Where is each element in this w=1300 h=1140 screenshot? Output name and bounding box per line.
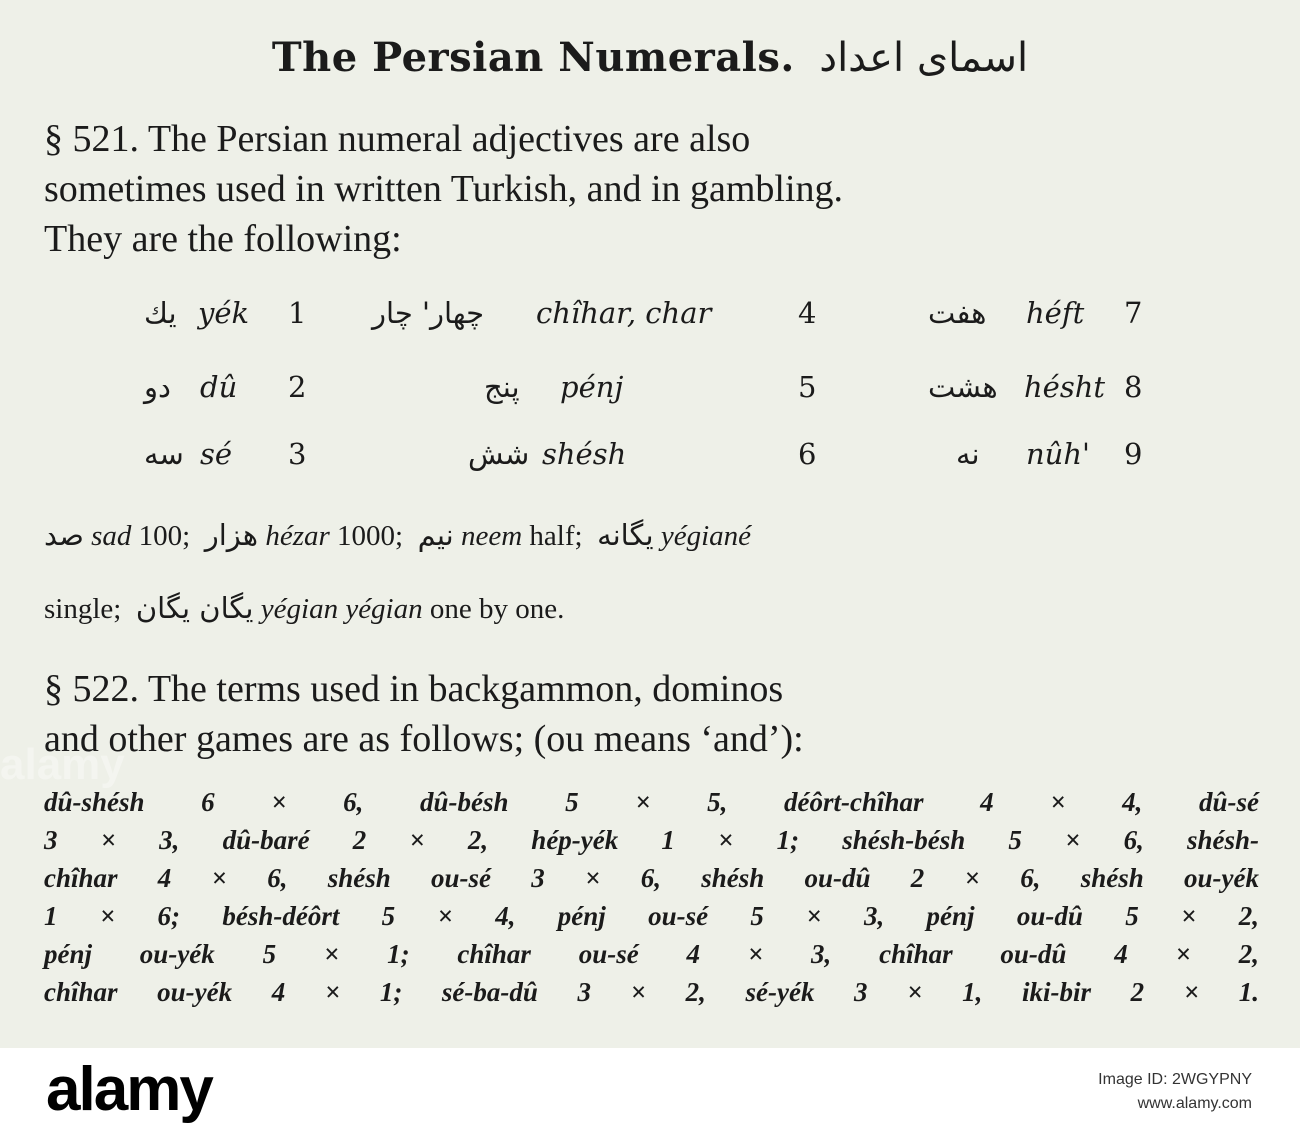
numeral-value: 8 — [1124, 370, 1143, 404]
yegiane-translit: yégiané — [660, 520, 752, 552]
neem-meaning: half; — [529, 520, 583, 552]
numeral-translit: hésht — [1024, 370, 1106, 404]
yegian-persian: یگان یگان — [135, 591, 254, 625]
section-522-line: and other games are as follows; (ou means ‘and’): — [44, 718, 804, 760]
section-521-line: § 521. The Persian numeral adjectives are also — [44, 118, 751, 160]
numeral-persian: دو — [144, 370, 171, 404]
games-line: 3 × 3, dû-baré 2 × 2, hép-yék 1 × 1; shésh-bésh 5 × 6, shésh- — [44, 825, 1259, 855]
numeral-persian: پنج — [484, 370, 520, 404]
brand-logo: alamy — [46, 1055, 212, 1124]
section-522-line: § 522. The terms used in backgammon, dominos — [44, 668, 784, 710]
title-persian: اسمای اعداد — [819, 35, 1029, 81]
numeral-value: 5 — [798, 370, 817, 404]
numeral-persian: چهار' چار — [372, 296, 485, 330]
numeral-persian: هفت — [928, 296, 987, 330]
games-terms — [44, 783, 1259, 1011]
yegian-translit: yégian yégian — [260, 593, 423, 625]
hezar-translit: hézar — [265, 520, 330, 552]
image-info — [1098, 1068, 1252, 1116]
numeral-value: 1 — [288, 296, 307, 330]
games-line: dû-shésh 6 × 6, dû-bésh 5 × 5, déôrt-chîhar 4 × 4, dû-sé — [44, 787, 1259, 817]
numeral-persian: یك — [144, 296, 177, 330]
sad-value: 100; — [138, 520, 191, 552]
single-meaning: single; — [44, 593, 122, 625]
numeral-persian: سه — [144, 437, 184, 471]
numeral-translit: yék — [198, 296, 250, 330]
section-522 — [44, 664, 1259, 764]
extra-line — [44, 512, 1259, 559]
hezar-value: 1000; — [337, 520, 404, 552]
numerals-row — [0, 296, 1300, 346]
numeral-translit: chîhar, char — [536, 296, 712, 330]
neem-translit: neem — [460, 520, 523, 552]
numeral-persian: شش — [468, 437, 530, 471]
watermark-text: alamy — [0, 740, 125, 789]
stock-footer — [0, 1048, 1300, 1140]
numeral-translit: pénj — [560, 370, 624, 404]
section-521-line: sometimes used in written Turkish, and in gambling. — [44, 168, 844, 210]
numeral-translit: shésh — [542, 437, 627, 471]
games-line: chîhar 4 × 6, shésh ou-sé 3 × 6, shésh ou-dû 2 × 6, shésh ou-yék — [44, 863, 1259, 893]
extra-numerals — [44, 512, 1259, 632]
numeral-translit: dû — [200, 370, 238, 404]
hezar-persian: هزار — [204, 518, 259, 552]
numeral-value: 9 — [1124, 437, 1143, 471]
yegiane-persian: یگانه — [597, 518, 654, 552]
sad-persian: صد — [44, 518, 84, 552]
numeral-value: 7 — [1124, 296, 1143, 330]
numerals-row — [0, 437, 1300, 487]
sad-translit: sad — [91, 520, 132, 552]
section-521 — [44, 114, 1259, 264]
numeral-value: 2 — [288, 370, 307, 404]
numeral-translit: héft — [1026, 296, 1085, 330]
neem-persian: نیم — [417, 518, 454, 552]
extra-line — [44, 585, 1259, 632]
games-line: pénj ou-yék 5 × 1; chîhar ou-sé 4 × 3, chîhar ou-dû 4 × 2, — [44, 939, 1259, 969]
games-line: 1 × 6; bésh-déôrt 5 × 4, pénj ou-sé 5 × 3, pénj ou-dû 5 × 2, — [44, 901, 1259, 931]
site-url: www.alamy.com — [1137, 1095, 1252, 1112]
numeral-value: 6 — [798, 437, 817, 471]
games-line: chîhar ou-yék 4 × 1; sé-ba-dû 3 × 2, sé-yék 3 × 1, iki-bir 2 × 1. — [44, 977, 1259, 1007]
numeral-value: 4 — [798, 296, 817, 330]
numeral-persian: هشت — [928, 370, 998, 404]
numeral-translit: sé — [200, 437, 233, 471]
numeral-persian: نه — [956, 437, 980, 471]
one-by-one-meaning: one by one. — [429, 593, 565, 625]
title-english: The Persian Numerals. — [271, 34, 795, 81]
numerals-row — [0, 370, 1300, 420]
numeral-translit: nûh' — [1026, 437, 1091, 471]
image-id: Image ID: 2WGYPNY — [1098, 1071, 1252, 1088]
numeral-value: 3 — [288, 437, 307, 471]
page-title — [0, 34, 1300, 81]
section-521-line: They are the following: — [44, 218, 402, 260]
